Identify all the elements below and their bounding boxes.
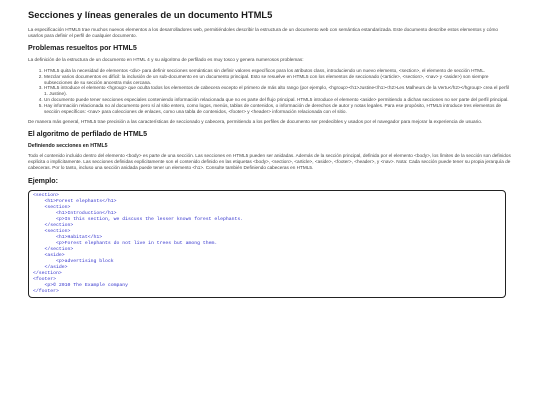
example-heading: Ejemplo: — [28, 176, 58, 185]
problems-closing: De manera más general, HTML5 trae precisión a las características de seccionado y cabecera, permitiendo a los perfiles de documento ser predecibles y usados por el navegador para mejorar la experiencia de usuario. — [28, 118, 483, 124]
code-line: </aside> — [33, 265, 68, 271]
problems-list-item: 3. HTML5 introduce el elemento <hgroup> que oculta todos los elementos de cabecera excepto el primero de más alto rango (por ejemplo, <hgroup><h1>Justine</h1><h2>Les Malheurs de la Vertu</h2></hgroup> crea el perfil 1. Justine). — [44, 85, 513, 97]
code-line: </footer> — [33, 289, 59, 295]
code-line: <section> — [33, 192, 59, 198]
code-line: </section> — [33, 247, 74, 253]
problems-list — [28, 68, 513, 115]
algorithm-heading: El algoritmo de perfilado de HTML5 — [28, 129, 148, 138]
code-line: </section> — [33, 222, 74, 228]
problems-list-item: 1. HTML5 quita la necesidad de elementos <div> para definir secciones semánticas sin definir valores específicos para los atributos class, introduciendo un nuevo elemento, <section>, el elemento de sección HTML. — [44, 68, 513, 74]
page-title: Secciones y líneas generales de un documento HTML5 — [28, 9, 273, 20]
problems-list-item: 5. Hay información relacionada no al documento pero sí al sitio entero, como logos, menús, tablas de contenidos, o información de derechos de autor y notas legales. Para ese propósito, HTML5 introduce tres elementos de sección específicos: <nav> para colecciones de enlaces, como una tabla de contenidos, <footer> y <header> información relacionada con el sitio. — [44, 103, 513, 115]
code-line: <h1>Forest elephants</h1> — [33, 198, 117, 204]
code-example-box — [28, 190, 506, 299]
code-line: <p>© 2010 The Example company — [33, 283, 128, 289]
code-line: <p>In this section, we discuss the lesser known forest elephants. — [33, 216, 244, 222]
code-line: </section> — [33, 271, 62, 277]
code-line: <h1>Habitat</h1> — [33, 234, 103, 240]
problems-heading: Problemas resueltos por HTML5 — [28, 43, 137, 52]
code-line: <section> — [33, 204, 71, 210]
code-line: <p>Forest elephants do not live in trees but among them. — [33, 240, 218, 246]
algorithm-text: Todo el contenido incluido dentro del elemento <body> es parte de una sección. Las secciones en HTML5 pueden ser anidadas. Además de la sección principal, definida por el elemento <body>, los límites de la sección son definidos explícita o implícitamente. Las secciones definidas explícitamente son el contenido definido en las etiquetas <body>, <section>, <article>, <aside>, <footer>, <header>, y <nav>. Nota: Cada sección puede tener su propia jerarquía de cabeceras. Por lo tanto, incluso una sección anidada puede tener un elemento <h1>. Consulte también Definiendo cabeceras en HTML5. — [28, 152, 511, 170]
problems-list-item: 2. Mezclar varios documentos es difícil: la inclusión de un sub-documento en un documento principal. Esto se resuelve en HTML5 con los elementos de seccionado (<article>, <section>, <nav> y <aside>) son siempre subsecciones de su sección ancestra más cercana. — [44, 74, 513, 86]
problems-list-item: 4. Un documento puede tener secciones especiales conteniendo información relacionada que no es parte del flujo principal. HTML5 introduce el elemento <aside> permitiendo a dichas secciones no ser parte del perfil principal. — [44, 97, 513, 103]
code-line: <h1>Introduction</h1> — [33, 210, 117, 216]
code-line: <footer> — [33, 277, 57, 283]
code-line: <p>advertising block — [33, 259, 114, 265]
algorithm-subheading: Definiendo secciones en HTML5 — [28, 142, 108, 149]
intro-paragraph: La especificación HTML5 trae muchos nuevos elementos a los desarrolladores web, permitiéndoles describir la estructura de un documento web con semántica estandarizada. Este documento describe estos elementos y cómo usarlos para definir el perfil de cualquier documento. — [28, 27, 499, 38]
problems-lead: La definición de la estructura de un documento en HTML 4 y su algoritmo de perfilado es muy tosco y genera numerosos problemas: — [28, 56, 304, 62]
code-line: <section> — [33, 228, 71, 234]
code-line: <aside> — [33, 253, 65, 259]
